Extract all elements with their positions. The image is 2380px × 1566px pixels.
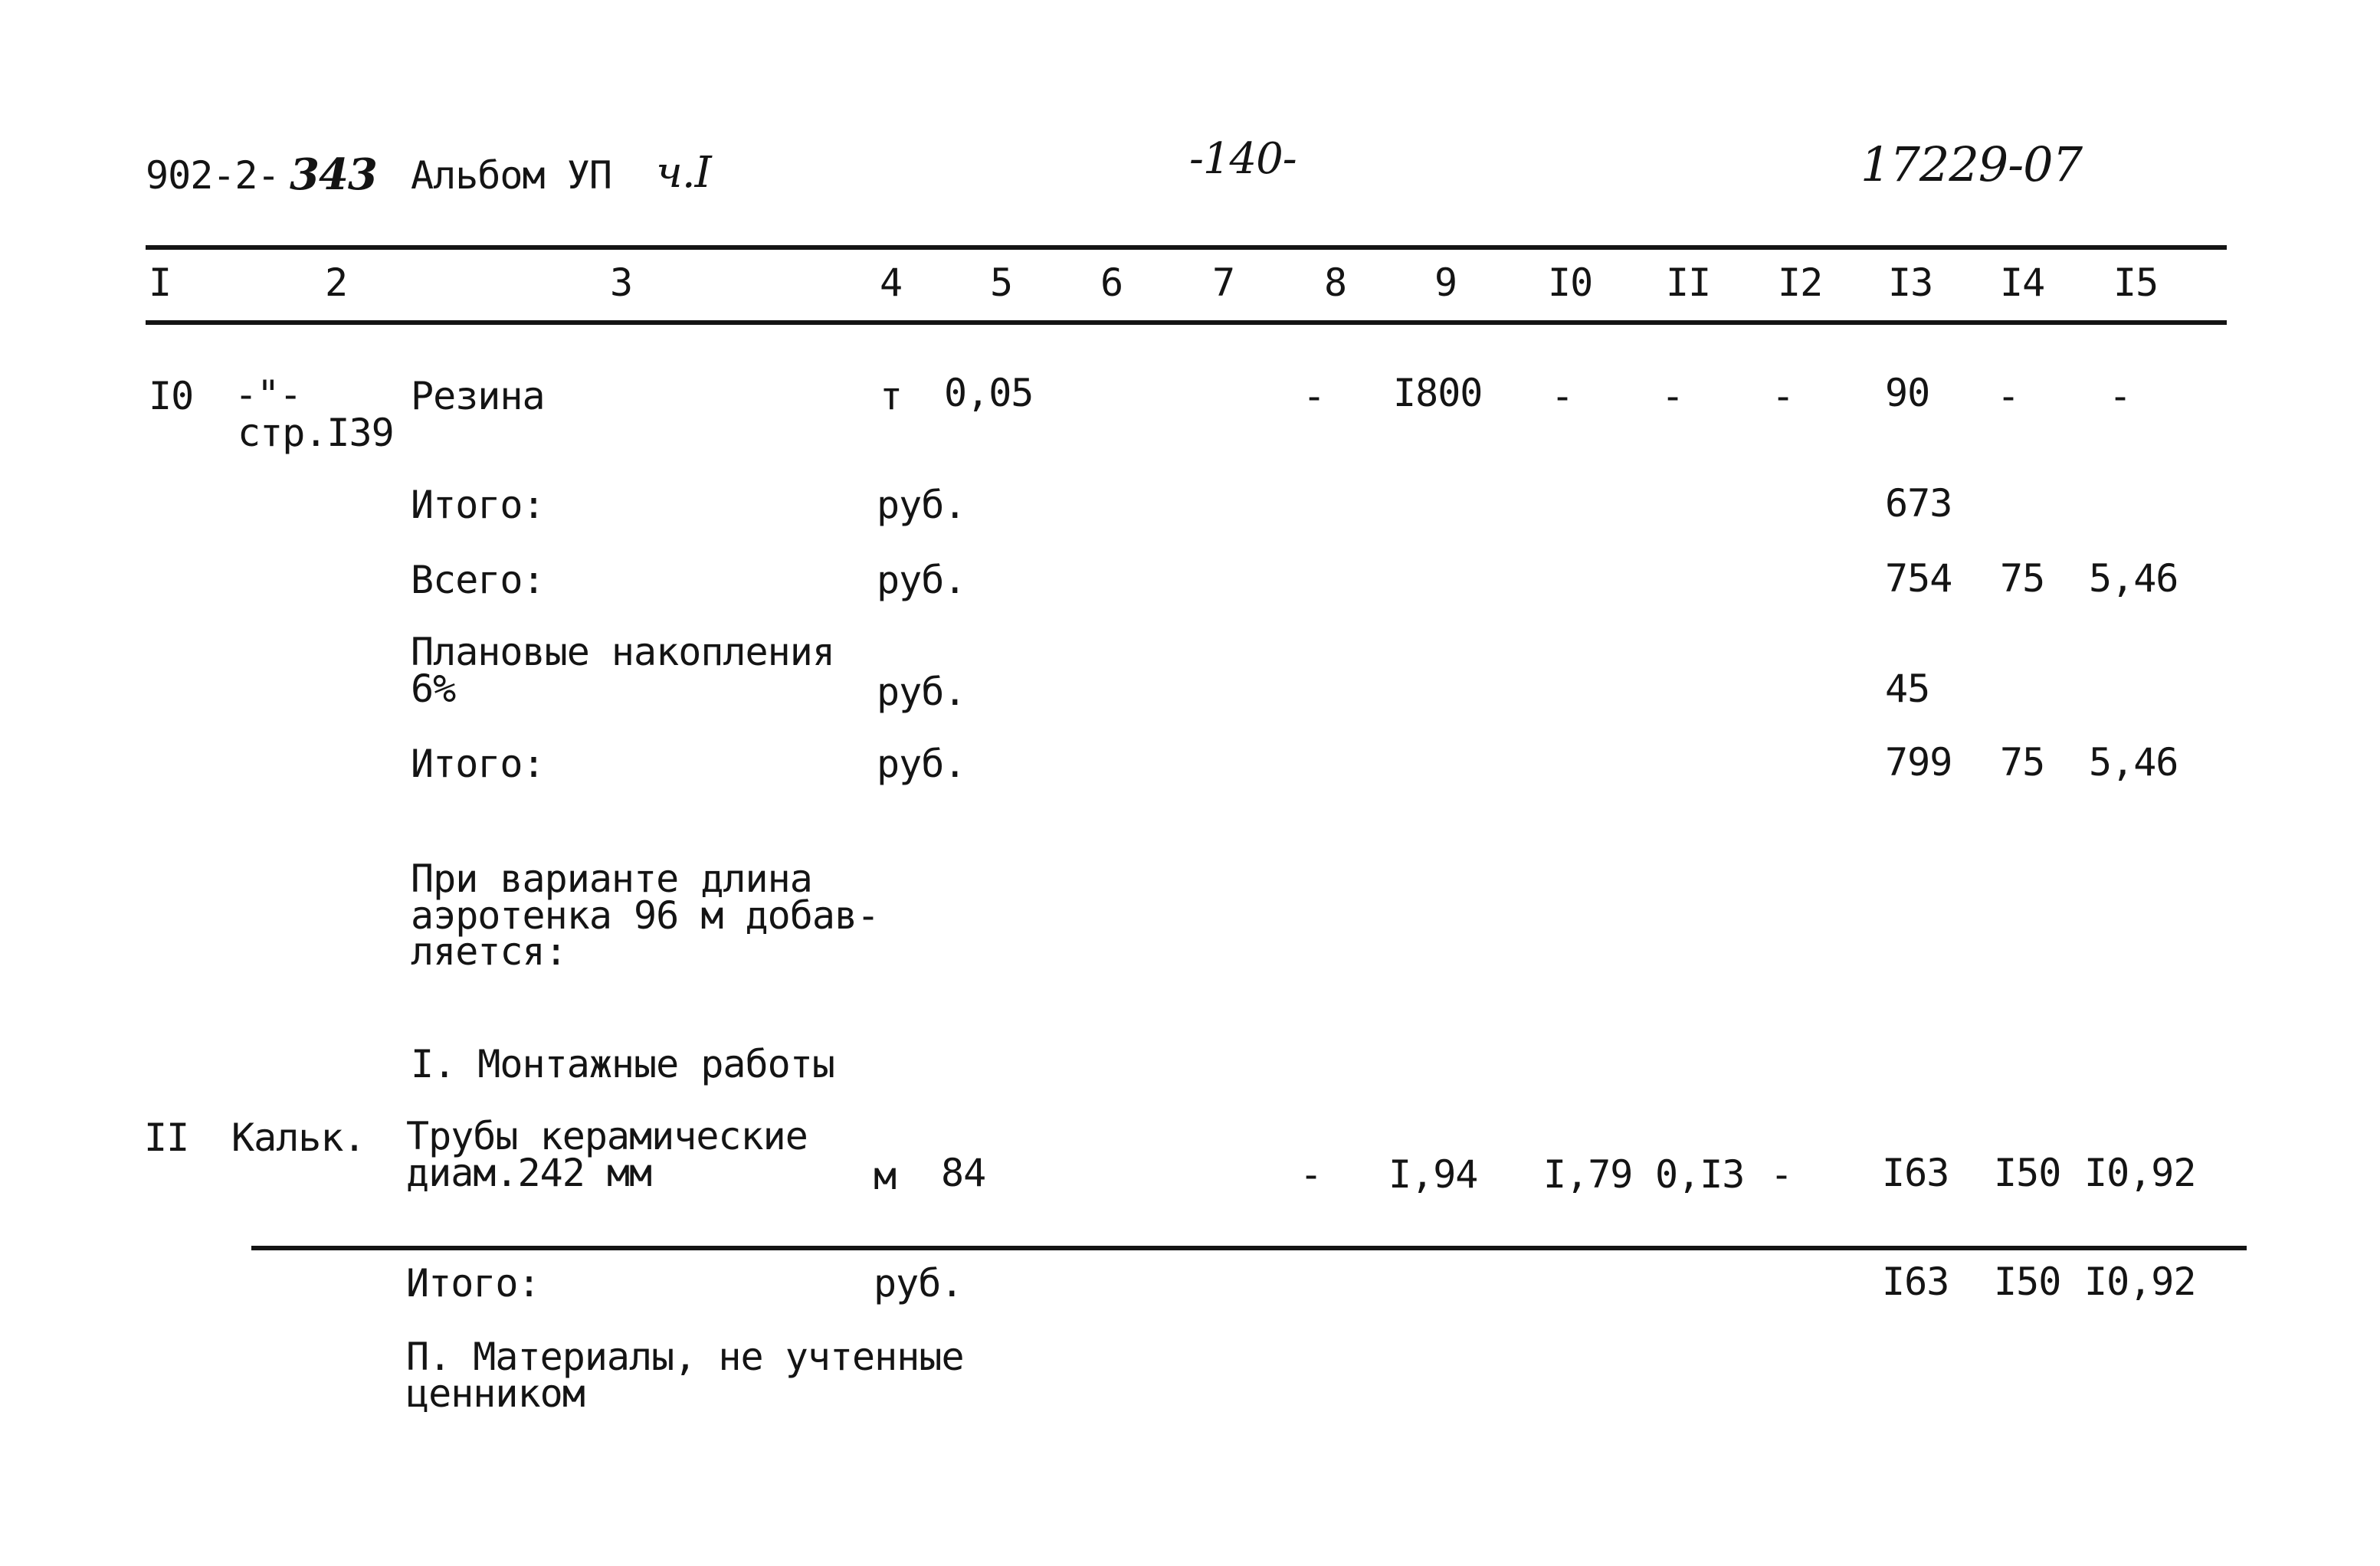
row-name: Трубы керамические диам.242 мм: [406, 1114, 808, 1195]
column-header: 6: [1100, 260, 1123, 305]
header-rule-bottom: [146, 320, 2227, 325]
project-number: 17229-07: [1860, 136, 2083, 192]
column-header: I0: [1548, 260, 1593, 305]
row-quantity: 0,05: [944, 371, 1034, 415]
section-heading: I. Монтажные работы: [411, 1042, 834, 1086]
row-col12: -: [1772, 374, 1795, 418]
column-header: I3: [1888, 260, 1933, 305]
row-number: II: [144, 1116, 189, 1160]
album-label: Альбом УП: [411, 153, 611, 198]
column-header: I4: [2000, 260, 2045, 305]
doc-code-prefix: 902-2-: [146, 153, 280, 198]
row-col9: I,94: [1388, 1152, 1478, 1197]
row-unit: м: [874, 1154, 897, 1198]
row-unit: т: [880, 374, 903, 418]
subtotal-col13: 673: [1885, 481, 1952, 526]
column-header: 8: [1324, 260, 1347, 305]
planned-savings-unit: руб.: [877, 670, 966, 714]
column-header: I: [149, 260, 172, 305]
subtotal-col14: 75: [2000, 740, 2045, 785]
part-handwritten: ч.I: [656, 148, 711, 198]
row-col13: 90: [1885, 371, 1930, 415]
total-label: Всего:: [411, 558, 545, 602]
row-reference-page: стр.I39: [238, 411, 394, 455]
column-header: 3: [610, 260, 633, 305]
page-number: -140-: [1189, 134, 1297, 184]
row-reference: -"-: [234, 372, 302, 417]
column-header: 4: [880, 260, 903, 305]
row-col8: -: [1300, 1152, 1323, 1197]
column-header: 9: [1434, 260, 1457, 305]
variant-note: При варианте длина аэротенка 96 м добав- ляется:: [411, 857, 880, 974]
subtotal-label: Итого:: [411, 483, 545, 527]
total-col15: 5,46: [2089, 556, 2178, 601]
total-unit: руб.: [877, 558, 966, 602]
row-col14: -: [1997, 374, 2020, 418]
row-col12: -: [1770, 1152, 1793, 1197]
planned-savings-col13: 45: [1885, 667, 1930, 711]
row-reference: Кальк.: [231, 1116, 366, 1160]
subtotal-col13: 799: [1885, 740, 1952, 785]
column-header: I2: [1778, 260, 1823, 305]
row-quantity: 84: [941, 1151, 986, 1195]
row-col10: -: [1551, 374, 1574, 418]
row-col14: I50: [1994, 1151, 2061, 1195]
total-col13: 754: [1885, 556, 1952, 601]
planned-savings-label: Плановые накопления 6%: [411, 630, 834, 711]
column-header: I5: [2113, 260, 2159, 305]
row-name: Резина: [411, 374, 545, 418]
subtotal-label: Итого:: [406, 1261, 540, 1306]
column-header: 7: [1212, 260, 1235, 305]
subtotal-label: Итого:: [411, 742, 545, 786]
subtotal-col15: I0,92: [2084, 1260, 2196, 1304]
subtotal-unit: руб.: [877, 483, 966, 527]
row-col10: I,79: [1543, 1152, 1633, 1197]
doc-code-handwritten: 343: [290, 149, 377, 200]
subtotal-col15: 5,46: [2089, 740, 2178, 785]
row-number: I0: [149, 374, 194, 418]
section-heading: П. Материалы, не учтенные ценником: [406, 1335, 964, 1416]
subtotal-col14: I50: [1994, 1260, 2061, 1304]
row-col11: 0,I3: [1655, 1152, 1745, 1197]
row-col9: I800: [1393, 371, 1483, 415]
row-col15: I0,92: [2084, 1151, 2196, 1195]
subtotal-col13: I63: [1882, 1260, 1949, 1304]
header-rule-top: [146, 245, 2227, 250]
column-header: 2: [325, 260, 348, 305]
row-col13: I63: [1882, 1151, 1949, 1195]
column-header: 5: [990, 260, 1013, 305]
column-header: II: [1666, 260, 1711, 305]
row-col15: -: [2109, 374, 2132, 418]
section-separator: [251, 1246, 2247, 1250]
row-col11: -: [1661, 374, 1684, 418]
subtotal-unit: руб.: [874, 1261, 963, 1306]
row-col8: -: [1303, 374, 1326, 418]
subtotal-unit: руб.: [877, 742, 966, 786]
total-col14: 75: [2000, 556, 2045, 601]
